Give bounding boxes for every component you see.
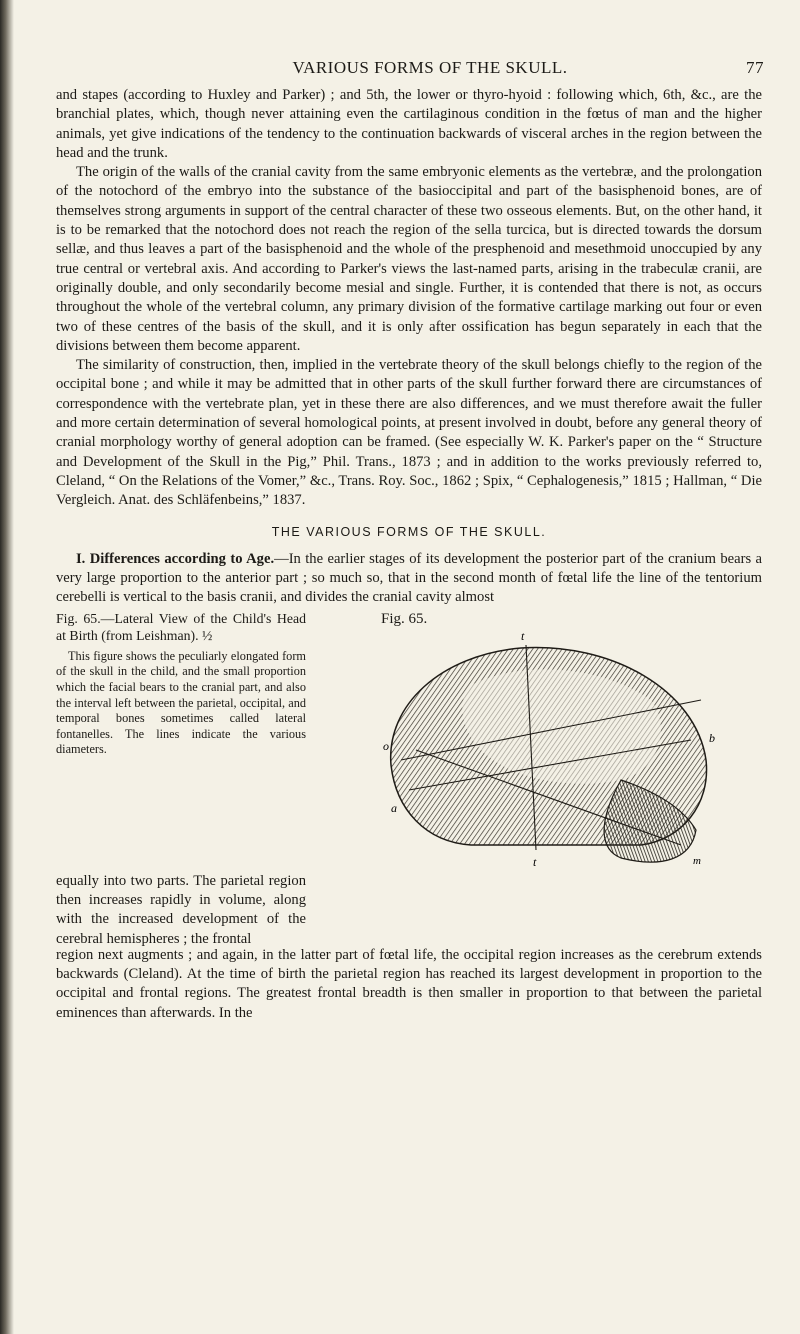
binding-shadow	[0, 0, 14, 1334]
figure-letter: o	[383, 738, 389, 753]
figure-caption	[56, 610, 306, 758]
caption-body: This figure shows the peculiarly elongated form of the skull in the child, and the small proportion which the facial bears to the cranial part, and also the interval left between the parietal, occipital, and temporal bones sometimes called lateral fontanelles. The lines indicate the various diameters.	[56, 648, 306, 757]
body-text	[56, 86, 762, 1065]
figure-label: Fig. 65.	[381, 610, 428, 627]
wrap-text: equally into two parts. The parietal region then increases rapidly in volume, along with the increased development of the cerebral hemispheres ; the frontal	[56, 872, 306, 947]
figure-letter: t	[521, 629, 525, 643]
paragraph: The origin of the walls of the cranial cavity from the same embryonic elements as the vertebræ, and the prolongation of the notochord of the embryo into the substance of the basioccipital and part of the basisphenoid bones, are of themselves strong arguments in support of the central character of these two osseous elements. But, on the other hand, it is to be remarked that the notochord does not reach the region of the sella turcica, but is directed towards the dorsum sellæ, and thus leaves a part of the basisphenoid and the whole of the presphenoid and mesethmoid unoccupied by any true central or vertebral axis. And according to Parker's views the last-named parts, arising in the trabeculæ cranii, are originally double, and only secondarily become mesial and single. Further, it is contended that there is not, as occurs throughout the whole of the vertebral column, any primary division of the formative cartilage marking out four or even two of these centres of the basis of the skull, and it is only after ossification has begun separately in each that the divisions between them become apparent.	[56, 164, 762, 354]
figure-letter: a	[391, 800, 397, 815]
paragraph: The similarity of construction, then, implied in the vertebrate theory of the skull belongs chiefly to the region of the occipital bone ; and while it may be admitted that in other parts of the skull further forward there are circumstances of correspondence with the vertebrate plan, yet in these there are also differences, and we must therefore await the fuller and more certain determination of several homological points, at present involved in doubt, before any general theory of cranial morphology worthy of general adoption can be framed. (See especially W. K. Parker's paper on the “ Structure and Development of the Skull in the Pig,” Phil. Trans., 1873 ; and in addition to the works previously referred to, Cleland, “ On the Relations of the Vomer,” &c., Trans. Roy. Soc., 1862 ; Spix, “ Cephalogenesis,” 1815 ; Hallman, “ Die Vergleich. Anat. des Schläfenbeins,” 1837.	[56, 357, 762, 509]
caption-title: Fig. 65.—Lateral View of the Child's Head at Birth (from Leishman). ½	[56, 610, 306, 644]
figure-letter: b	[709, 730, 715, 745]
figure-letter: m	[693, 854, 701, 867]
figure-block	[56, 610, 762, 1065]
section-heading: THE VARIOUS FORMS OF THE SKULL.	[271, 524, 547, 539]
figure-letter: t	[533, 854, 537, 869]
section-intro-text: —In the earlier stages of its development the posterior part of the cranium bears a very large proportion to the anterior part ; so much so, that in the second month of fœtal life the line of the tentorium cerebelli is vertical to the basis cranii, and divides the cranial cavity almost	[56, 550, 762, 606]
after-figure-text: region next augments ; and again, in the latter part of fœtal life, the occipital region increases as the cerebrum extends backwards (Cleland). At the time of birth the parietal region has reached its largest development in proportion to the occipital and frontal regions. The greatest frontal breadth is then smaller in proportion to that between the parietal eminences than afterwards. In the	[56, 946, 762, 1021]
skull-illustration	[321, 630, 731, 870]
running-head	[60, 58, 764, 80]
running-head-title: VARIOUS FORMS OF THE SKULL.	[292, 58, 568, 77]
section-intro-lead: I. Differences according to Age.	[76, 550, 275, 567]
page-number: 77	[746, 58, 764, 77]
paragraph: and stapes (according to Huxley and Parker) ; and 5th, the lower or thyro-hyoid : following which, 6th, &c., are the branchial plates, which, though never attaining even the cartilaginous condition in the fœtus of man and the higher animals, yet give indications of the tendency to the continuation backwards of visceral arches in the region between the head and the trunk.	[56, 87, 762, 161]
section-intro	[56, 550, 762, 608]
